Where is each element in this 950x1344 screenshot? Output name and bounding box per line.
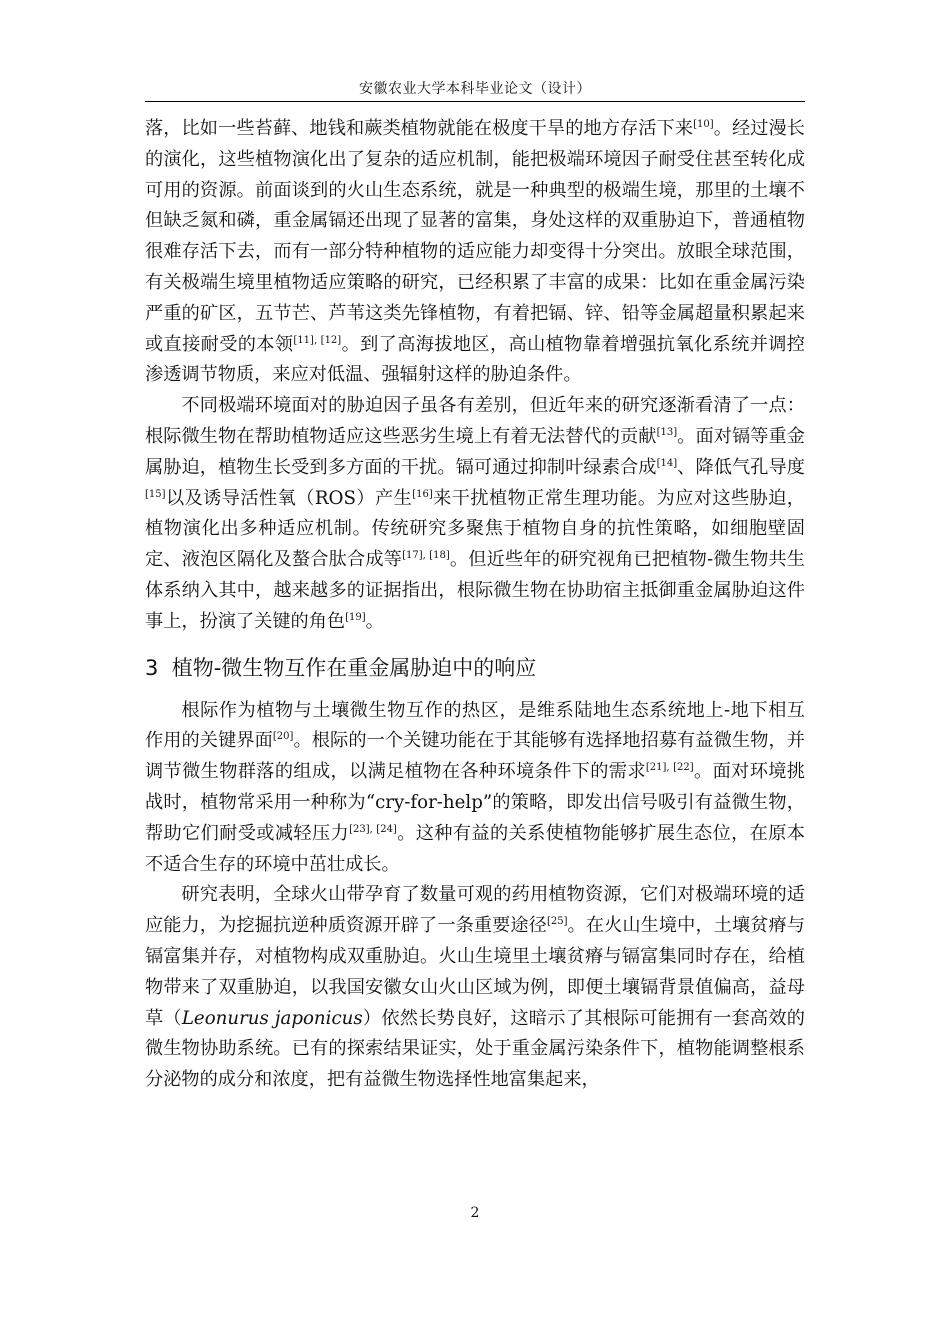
- page-body: [145, 114, 805, 1096]
- citation: [20]: [272, 731, 294, 743]
- citation: [17], [18]: [402, 550, 450, 562]
- paragraph-4: [145, 880, 805, 1096]
- text: 研究表明，全球火山带孕育了数量可观的药用植物资源，它们对极端环境的适应能力，为挖掘抗逆种质资源开辟了一条重要途径: [145, 884, 805, 937]
- citation: [23], [24]: [349, 823, 397, 835]
- text: 。到了高海拔地区，高山植物靠着增强抗氧化系统并调控渗透调节物质，来应对低温、强辐射这样的胁迫条件。: [145, 333, 805, 386]
- paragraph-2: [145, 391, 805, 637]
- species-name: Leonurus japonicus: [181, 1007, 363, 1029]
- text: 根际作为植物与土壤微生物互作的热区，是维系陆地生态系统地上-地下相互作用的关键界面: [145, 699, 805, 752]
- citation: [19]: [345, 611, 366, 623]
- text: 。经过漫长的演化，这些植物演化出了复杂的适应机制，能把极端环境因子耐受住甚至转化成可用的资源。前面谈到的火山生态系统，就是一种典型的极端生境，那里的土壤不但缺乏氮和磷，重金属镉还出现了显著的富集，身处这样的双重胁迫下，普通植物很难存活下去，而有一部分特种植物的适应能力却变得十分突出。放眼全球范围，有关极端生境里植物适应策略的研究，已经积累了丰富的成果：比如在重金属污染严重的矿区，五节芒、芦苇这类先锋植物，有着把镉、锌、铅等金属超量积累起来或直接耐受的本领: [145, 118, 805, 355]
- citation: [13]: [656, 426, 678, 438]
- page-header: 安徽农业大学本科毕业论文（设计）: [359, 81, 591, 97]
- paragraph-1: [145, 114, 805, 391]
- section-number: 3: [145, 655, 159, 680]
- section-heading: [145, 652, 805, 684]
- citation: [21], [22]: [645, 762, 694, 774]
- citation: [25]: [546, 916, 568, 928]
- citation: [15]: [145, 488, 166, 500]
- citation: [14]: [656, 457, 678, 469]
- text: 、降低气孔导度: [677, 456, 805, 478]
- citation: [16]: [412, 488, 433, 500]
- section-title: 植物-微生物互作在重金属胁迫中的响应: [171, 655, 537, 680]
- text: 。: [365, 610, 384, 632]
- text: 落，比如一些苔藓、地钱和蕨类植物就能在极度干旱的地方存活下来: [145, 118, 694, 139]
- text: 以及诱导活性氧（ROS）产生: [165, 487, 413, 509]
- text: 。面对环境挑战时，植物常采用一种称为“cry-for-help”的策略，即发出信号吸引有益微生物，帮助它们耐受或减轻压力: [145, 761, 805, 844]
- citation: [10]: [693, 119, 714, 130]
- text: 。但近些年的研究视角已把植物-微生物共生体系纳入其中，越来越多的证据指出，根际微生物在协助宿主抵御重金属胁迫这件事上，扮演了关键的角色: [145, 549, 805, 632]
- text: 。在火山生境中，土壤贫瘠与镉富集并存，对植物构成双重胁迫。火山生境里土壤贫瘠与镉富集同时存在，给植物带来了双重胁迫，以我国安徽女山火山区域为例，即便土壤镉背景值偏高，益母草（: [145, 915, 805, 1029]
- citation: [11], [12]: [293, 334, 342, 346]
- text: ）依然长势良好，这暗示了其根际可能拥有一套高效的微生物协助系统。已有的探索结果证实，处于重金属污染条件下，植物能调整根系分泌物的成分和浓度，把有益微生物选择性地富集起来，: [145, 1007, 805, 1091]
- text: 不同极端环境面对的胁迫因子虽各有差别，但近年来的研究逐渐看清了一点：根际微生物在帮助植物适应这些恶劣生境上有着无法替代的贡献: [145, 395, 805, 447]
- header-rule: [145, 101, 805, 102]
- page-number: 2: [470, 1205, 480, 1221]
- text: 。根际的一个关键功能在于其能够有选择地招募有益微生物，并调节微生物群落的组成，以满足植物在各种环境条件下的需求: [145, 730, 805, 783]
- paragraph-3: [145, 696, 805, 881]
- text: 来干扰植物正常生理功能。为应对这些胁迫，植物演化出多种适应机制。传统研究多聚焦于植物自身的抗性策略，如细胞壁固定、液泡区隔化及螯合肽合成等: [145, 487, 805, 571]
- text: 。这种有益的关系使植物能够扩展生态位，在原本不适合生存的环境中茁壮成长。: [145, 822, 805, 875]
- text: 。面对镉等重金属胁迫，植物生长受到多方面的干扰。镉可通过抑制叶绿素合成: [145, 425, 805, 478]
